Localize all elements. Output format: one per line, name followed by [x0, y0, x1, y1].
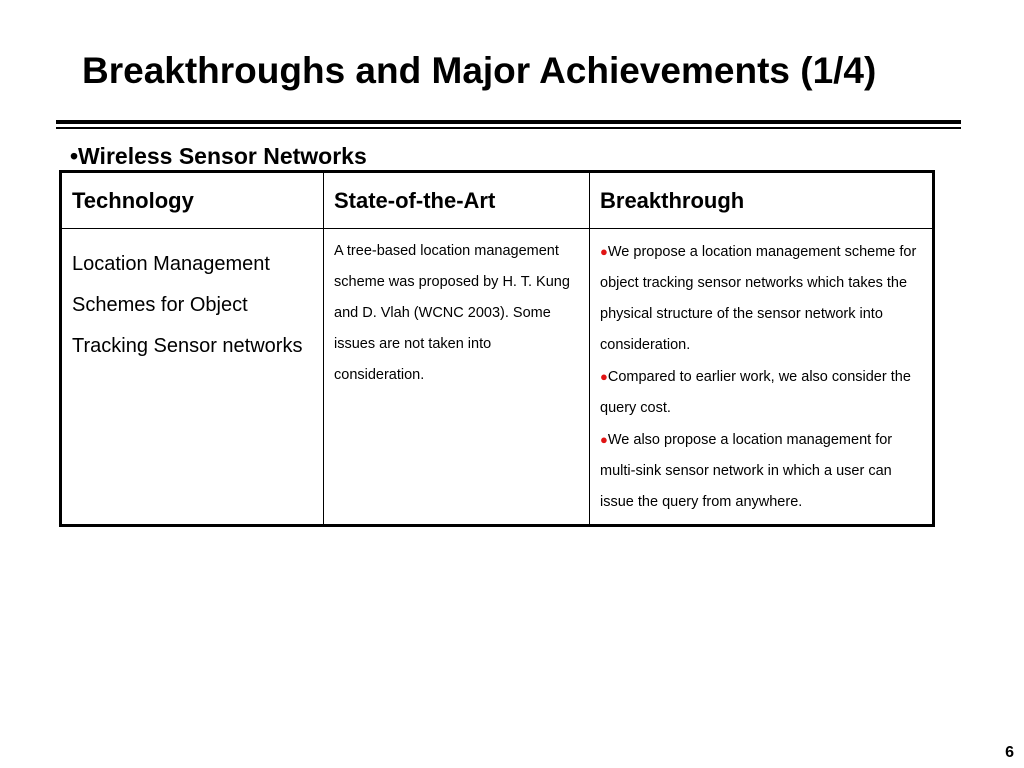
bullet-dot-icon: ● [600, 244, 608, 259]
title-divider-thin [56, 127, 961, 129]
breakthrough-table [59, 170, 935, 527]
page-number: 6 [1005, 744, 1014, 761]
cell-breakthrough [590, 229, 934, 526]
breakthrough-text-1: We propose a location management scheme for object tracking sensor networks which takes the physical structure of the sensor network into consideration. [600, 244, 917, 353]
breakthrough-item-1 [600, 236, 922, 361]
breakthrough-text-3: We also propose a location management for multi-sink sensor network in which a user can issue the query from anywhere. [600, 432, 893, 510]
breakthrough-list [600, 236, 922, 518]
bullet-dot-icon: ● [600, 369, 608, 384]
technology-text: Location Management Schemes for Object Tracking Sensor networks [72, 253, 303, 357]
header-state-of-the-art: State-of-the-Art [324, 172, 590, 229]
bullet-dot-icon: ● [600, 432, 608, 447]
header-breakthrough: Breakthrough [590, 172, 934, 229]
section-heading: •Wireless Sensor Networks [70, 143, 367, 169]
cell-technology [61, 229, 324, 526]
cell-state-of-the-art [324, 229, 590, 526]
title-divider-thick [56, 120, 961, 124]
state-of-the-art-text: A tree-based location management scheme was proposed by H. T. Kung and D. Vlah (WCNC 2003). Some issues are not taken into consideration. [334, 243, 570, 383]
table-header-row [61, 172, 934, 229]
table-row [61, 229, 934, 526]
breakthrough-item-2 [600, 361, 922, 424]
header-technology: Technology [61, 172, 324, 229]
slide-title: Breakthroughs and Major Achievements (1/4) [82, 50, 877, 91]
breakthrough-item-3 [600, 424, 922, 518]
breakthrough-text-2: Compared to earlier work, we also consider the query cost. [600, 369, 911, 416]
